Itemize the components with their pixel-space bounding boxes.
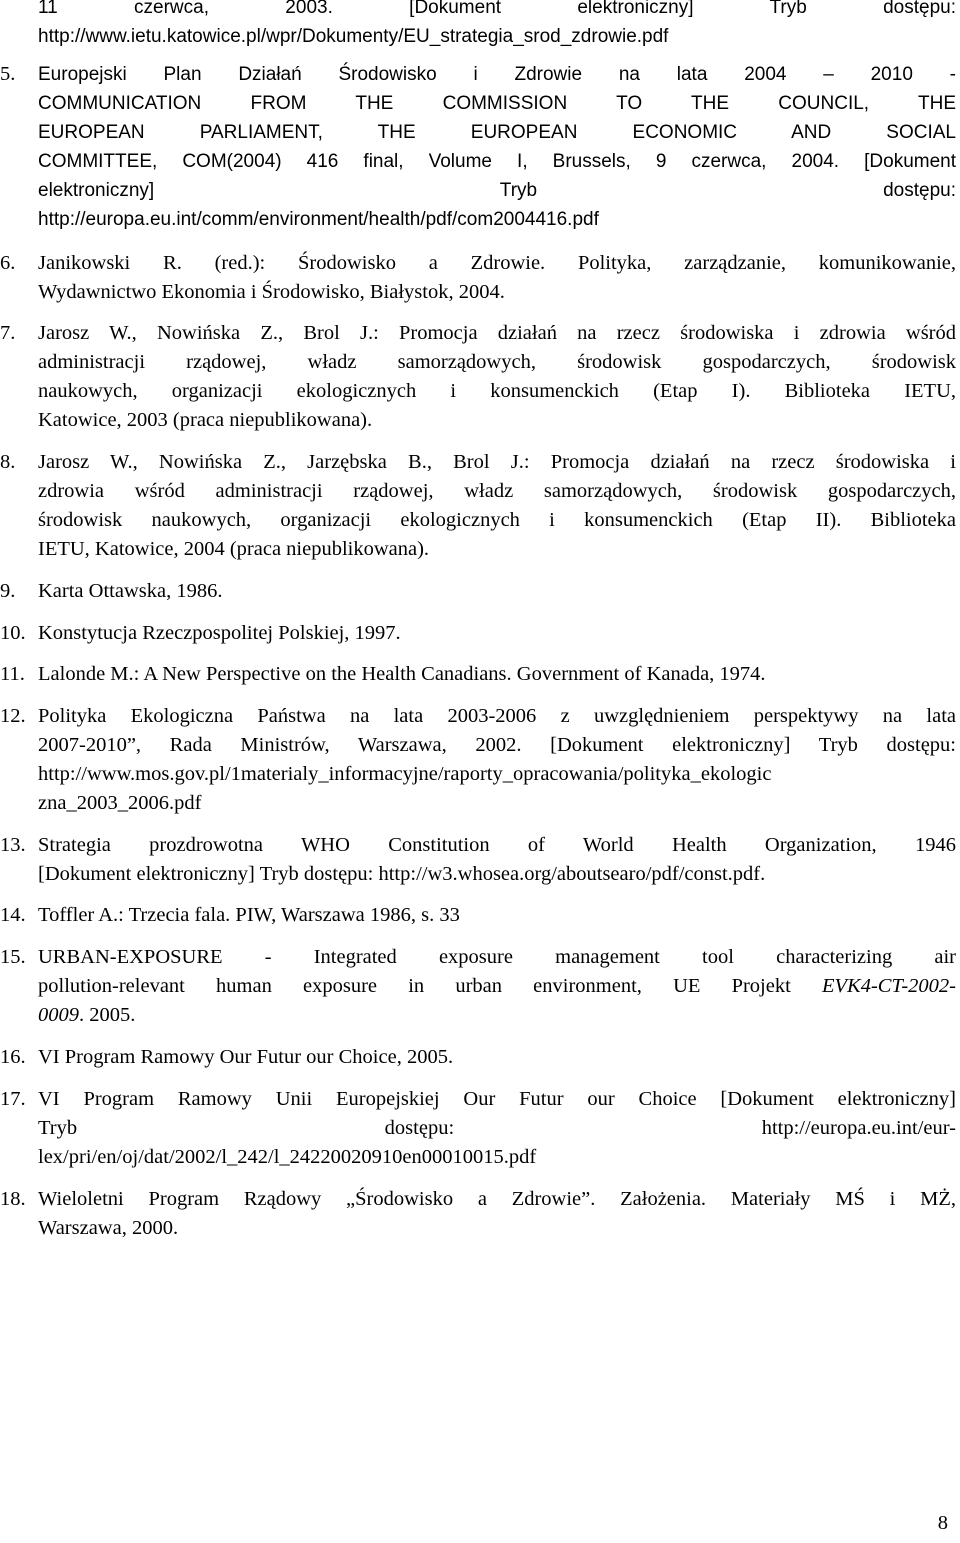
reference-line: Karta Ottawska, 1986. <box>38 580 223 602</box>
reference-line: elektroniczny] Tryb dostępu: <box>38 180 956 201</box>
reference-text <box>38 1185 956 1243</box>
reference-text <box>38 60 956 234</box>
reference-number: 10. <box>0 622 26 644</box>
reference-number: 9. <box>0 580 16 602</box>
reference-text <box>38 619 956 648</box>
reference-line: naukowych, organizacji ekologicznych i konsumenckich (Etap I). Biblioteka IETU, <box>38 380 956 402</box>
reference-line: [Dokument elektroniczny] Tryb dostępu: http://w3.whosea.org/aboutsearo/pdf/const.pdf. <box>38 863 766 885</box>
reference-line: administracji rządowej, władz samorządowych, środowisk gospodarczych, środowisk <box>38 351 956 373</box>
reference-line: lex/pri/en/oj/dat/2002/l_242/l_24220020910en00010015.pdf <box>38 1146 537 1168</box>
reference-item <box>0 60 956 234</box>
reference-line: Konstytucja Rzeczpospolitej Polskiej, 1997. <box>38 622 401 644</box>
reference-line: 0009. 2005. <box>38 1004 136 1026</box>
reference-item <box>0 831 956 889</box>
reference-item <box>0 249 956 307</box>
reference-line: http://europa.eu.int/comm/environment/health/pdf/com2004416.pdf <box>38 209 599 230</box>
reference-line: http://www.mos.gov.pl/1materialy_informacyjne/raporty_opracowania/polityka_ekologic <box>38 763 772 785</box>
reference-line: pollution-relevant human exposure in urban environment, UE Projekt EVK4-CT-2002- <box>38 975 956 997</box>
reference-line: VI Program Ramowy Our Futur our Choice, 2005. <box>38 1046 454 1068</box>
reference-number: 15. <box>0 946 26 968</box>
reference-text <box>38 831 956 889</box>
reference-number: 6. <box>0 252 16 274</box>
reference-number: 11. <box>0 663 25 685</box>
reference-line: Warszawa, 2000. <box>38 1217 179 1239</box>
reference-item <box>0 702 956 818</box>
reference-text <box>38 702 956 818</box>
reference-item <box>0 660 956 689</box>
reference-line: Tryb dostępu: http://europa.eu.int/eur- <box>38 1117 956 1139</box>
reference-text <box>38 0 956 51</box>
reference-item <box>0 1185 956 1243</box>
reference-number: 8. <box>0 451 16 473</box>
reference-line: VI Program Ramowy Unii Europejskiej Our Futur our Choice [Dokument elektroniczny] <box>38 1088 956 1110</box>
reference-number: 14. <box>0 904 26 926</box>
reference-line: Toffler A.: Trzecia fala. PIW, Warszawa 1986, s. 33 <box>38 904 460 926</box>
reference-text <box>38 319 956 435</box>
reference-number: 17. <box>0 1088 26 1110</box>
reference-line: URBAN-EXPOSURE - Integrated exposure management tool characterizing air <box>38 946 956 968</box>
reference-line: EUROPEAN PARLIAMENT, THE EUROPEAN ECONOMIC AND SOCIAL <box>38 122 956 143</box>
reference-text <box>38 660 956 689</box>
reference-text <box>38 943 956 1030</box>
reference-line: COMMITTEE, COM(2004) 416 final, Volume I, Brussels, 9 czerwca, 2004. [Dokument <box>38 151 956 172</box>
reference-text <box>38 577 956 606</box>
reference-line: IETU, Katowice, 2004 (praca niepublikowana). <box>38 538 430 560</box>
reference-number: 16. <box>0 1046 26 1068</box>
reference-item <box>0 448 956 564</box>
reference-text <box>38 448 956 564</box>
reference-line: Wydawnictwo Ekonomia i Środowisko, Białystok, 2004. <box>38 281 505 303</box>
reference-item <box>0 577 956 606</box>
reference-line: Katowice, 2003 (praca niepublikowana). <box>38 409 373 431</box>
reference-line: 11 czerwca, 2003. [Dokument elektroniczny] Tryb dostępu: <box>38 0 956 18</box>
reference-line: zdrowia wśród administracji rządowej, władz samorządowych, środowisk gospodarczych, <box>38 480 956 502</box>
reference-line: Jarosz W., Nowińska Z., Jarzębska B., Brol J.: Promocja działań na rzecz środowiska i <box>38 451 956 473</box>
reference-item <box>0 901 956 930</box>
reference-line: Janikowski R. (red.): Środowisko a Zdrowie. Polityka, zarządzanie, komunikowanie, <box>38 252 956 274</box>
reference-item <box>0 943 956 1030</box>
reference-line: http://www.ietu.katowice.pl/wpr/Dokumenty/EU_strategia_srod_zdrowie.pdf <box>38 26 669 47</box>
reference-number: 5. <box>0 63 16 85</box>
reference-number: 7. <box>0 322 16 344</box>
reference-number: 13. <box>0 834 26 856</box>
reference-line: Strategia prozdrowotna WHO Constitution of World Health Organization, 1946 <box>38 834 956 856</box>
reference-item <box>0 0 956 51</box>
reference-item <box>0 1085 956 1172</box>
reference-line: Europejski Plan Działań Środowisko i Zdrowie na lata 2004 – 2010 - <box>38 64 956 85</box>
reference-number: 12. <box>0 705 26 727</box>
reference-line: Wieloletni Program Rządowy „Środowisko a Zdrowie”. Założenia. Materiały MŚ i MŻ, <box>38 1188 956 1210</box>
reference-line: zna_2003_2006.pdf <box>38 792 202 814</box>
reference-text <box>38 901 956 930</box>
reference-line: COMMUNICATION FROM THE COMMISSION TO THE COUNCIL, THE <box>38 93 956 114</box>
reference-item <box>0 319 956 435</box>
reference-line: Lalonde M.: A New Perspective on the Health Canadians. Government of Kanada, 1974. <box>38 663 766 685</box>
reference-line: środowisk naukowych, organizacji ekologicznych i konsumenckich (Etap II). Biblioteka <box>38 509 956 531</box>
reference-number: 18. <box>0 1188 26 1210</box>
page-number: 8 <box>937 1512 948 1534</box>
reference-text <box>38 1043 956 1072</box>
reference-text <box>38 1085 956 1172</box>
reference-line: Jarosz W., Nowińska Z., Brol J.: Promocja działań na rzecz środowiska i zdrowia wśród <box>38 322 956 344</box>
reference-line: 2007-2010”, Rada Ministrów, Warszawa, 2002. [Dokument elektroniczny] Tryb dostępu: <box>38 734 956 756</box>
reference-item <box>0 619 956 648</box>
reference-text <box>38 249 956 307</box>
reference-line: Polityka Ekologiczna Państwa na lata 2003-2006 z uwzględnieniem perspektywy na lata <box>38 705 956 727</box>
reference-item <box>0 1043 956 1072</box>
